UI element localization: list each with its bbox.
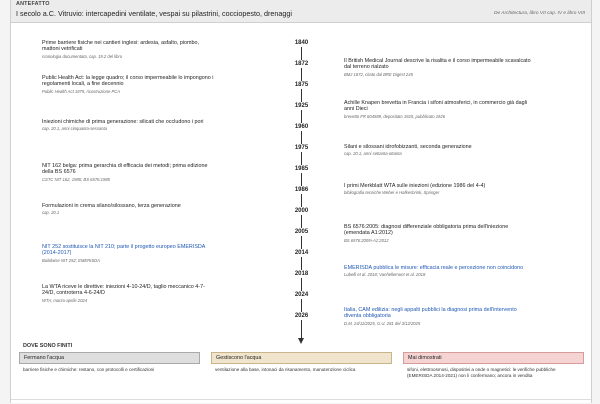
event-citation: cap. 20.1 [42, 210, 60, 216]
event-citation: Lubelli et al. 2018; Vanhellemont et al. 2018 [344, 272, 426, 278]
header-kicker: ANTEFATTO [16, 1, 50, 7]
summary-column-text: sifoni, elettroosmosi, dispositivi a onde o magnetici: le verifiche pubbliche (EMERISDA 2014-2021) non li confermano; ancora in vendita [407, 367, 556, 378]
year-label: 2018 [292, 270, 311, 278]
timeline-event-right [344, 265, 534, 277]
event-text: Iniezioni chimiche di prima generazione: silicati che occludono i pori [42, 119, 204, 125]
header-box [11, 0, 591, 23]
event-citation: cap. 20.1, anni cinquanta-sessanta [42, 126, 107, 132]
summary-title: DOVE SONO FINITI [23, 343, 73, 349]
summary-column-heading: Mai dimostrati [403, 352, 584, 364]
event-citation: D.M. 24/11/2025, G.U. 281 del 3/12/2025 [344, 320, 421, 326]
header-source: De Architectura, libro VII cap. IV e libro VIII [493, 11, 585, 16]
summary-column-text: barriere fisiche e chimiche: restano, con protocolli e certificazioni [23, 367, 155, 372]
summary-column-text: ventilazione alla base, intonaci da risanamento, manutenzione ciclica [215, 367, 356, 372]
timeline-event-left [42, 163, 217, 182]
year-label: 1872 [292, 60, 311, 68]
page-footer-rule [11, 399, 591, 404]
timeline-event-left [42, 119, 217, 131]
year-label: 1960 [292, 123, 311, 131]
event-text: La WTA riceve le direttive: iniezioni 4-10-24/D, taglio meccanico 4-7-24/D, controterra 4-6-24/D [42, 284, 205, 297]
event-text: Il British Medical Journal descrive la risalita e il corso impermeabile scavalcato dal terreno rialzato [344, 58, 531, 71]
event-citation: BS 6576:2005+A1:2012 [344, 237, 389, 243]
year-label: 2000 [292, 207, 311, 215]
event-citation: Buildwise NIT 252; EMERISDA [42, 257, 100, 263]
year-label: 1875 [292, 81, 311, 89]
timeline-event-right [344, 307, 534, 326]
event-text: Public Health Act: la legge quadro; il corso impermeabile lo impongono i regolamenti locali, a fine decennio [42, 75, 214, 88]
document-page [10, 0, 592, 403]
event-citation: Public Health Act 1875, ricostruzione PCA [42, 88, 121, 94]
timeline-event-right [344, 58, 534, 77]
timeline-event-left [42, 40, 217, 59]
timeline-event-left [42, 75, 217, 94]
year-label: 2005 [292, 228, 311, 236]
year-label: 2026 [292, 312, 311, 320]
summary-column-heading: Gestiscono l'acqua [211, 352, 392, 364]
timeline-event-left [42, 244, 217, 263]
summary-column-stop-water [19, 352, 200, 376]
summary-column-manage-water [211, 352, 392, 376]
event-text: Prime barriere fisiche nei cantieri inglesi: ardesia, asfalto, piombo, mattoni vetrificati [42, 40, 199, 53]
summary-column-never-proven [403, 352, 584, 381]
event-text: NIT 162 belga: prima gerarchia di efficacia dei metodi; prima edizione della BS 6576 [42, 163, 208, 176]
event-citation: cronologia documentata, cap. 19.2 del libro [42, 53, 123, 59]
timeline-event-right [344, 144, 534, 156]
event-citation: bibliografia tecniche Weber e Hafkesbrink, Springer [344, 190, 440, 196]
event-text: Formulazioni in crema silano/silossano, terza generazione [42, 203, 181, 209]
header-title: I secolo a.C. Vitruvio: intercapedini ventilate, vespai su pilastrini, cocciopesto, drenaggi [16, 9, 292, 18]
year-label: 2024 [292, 291, 311, 299]
year-label: 1975 [292, 144, 311, 152]
year-label: 1985 [292, 165, 311, 173]
event-text: EMERISDA pubblica le misure: efficacia reale e percezione non coincidono [344, 265, 524, 271]
event-text: BS 6576:2005: diagnosi differenziale obbligatoria prima dell'iniezione (emendata A1:2012) [344, 224, 509, 237]
event-text: Silani e silossani idrofobizzanti, seconda generazione [344, 144, 472, 150]
event-citation: brevetto FR 604589, depositato 1925, pubblicato 1926 [344, 113, 446, 119]
year-label: 1925 [292, 102, 311, 110]
timeline-event-left [42, 203, 217, 215]
timeline-arrow-icon [298, 338, 304, 344]
event-text: Italia, CAM edilizia: negli appalti pubblici la diagnosi prima dell'intervento diventa obbligatoria [344, 307, 517, 320]
timeline-event-right [344, 183, 534, 195]
timeline-event-right [344, 224, 534, 243]
event-citation: CSTC NIT 162, 1985; BS 6576:1985 [42, 176, 110, 182]
timeline-event-left [42, 284, 217, 303]
event-text: Achille Knapen brevetta in Francia i sifoni atmosferici, in commercio già dagli anni Dieci [344, 100, 528, 113]
event-text: I primi Merkblatt WTA sulle iniezioni (edizione 1986 del 4-4) [344, 183, 486, 189]
year-label: 1840 [292, 39, 311, 47]
year-label: 1986 [292, 186, 311, 194]
event-citation: WTA, marzo-aprile 2024 [42, 297, 88, 303]
event-citation: BMJ 1872, citato dal BRE Digest 245 [344, 71, 413, 77]
year-label: 2014 [292, 249, 311, 257]
event-text: NIT 252 sostituisce la NIT 210; parte il progetto europeo EMERISDA (2014-2017) [42, 244, 206, 257]
timeline-event-right [344, 100, 534, 119]
summary-column-heading: Fermano l'acqua [19, 352, 200, 364]
event-citation: cap. 20.1, anni settanta-ottanta [344, 151, 402, 157]
